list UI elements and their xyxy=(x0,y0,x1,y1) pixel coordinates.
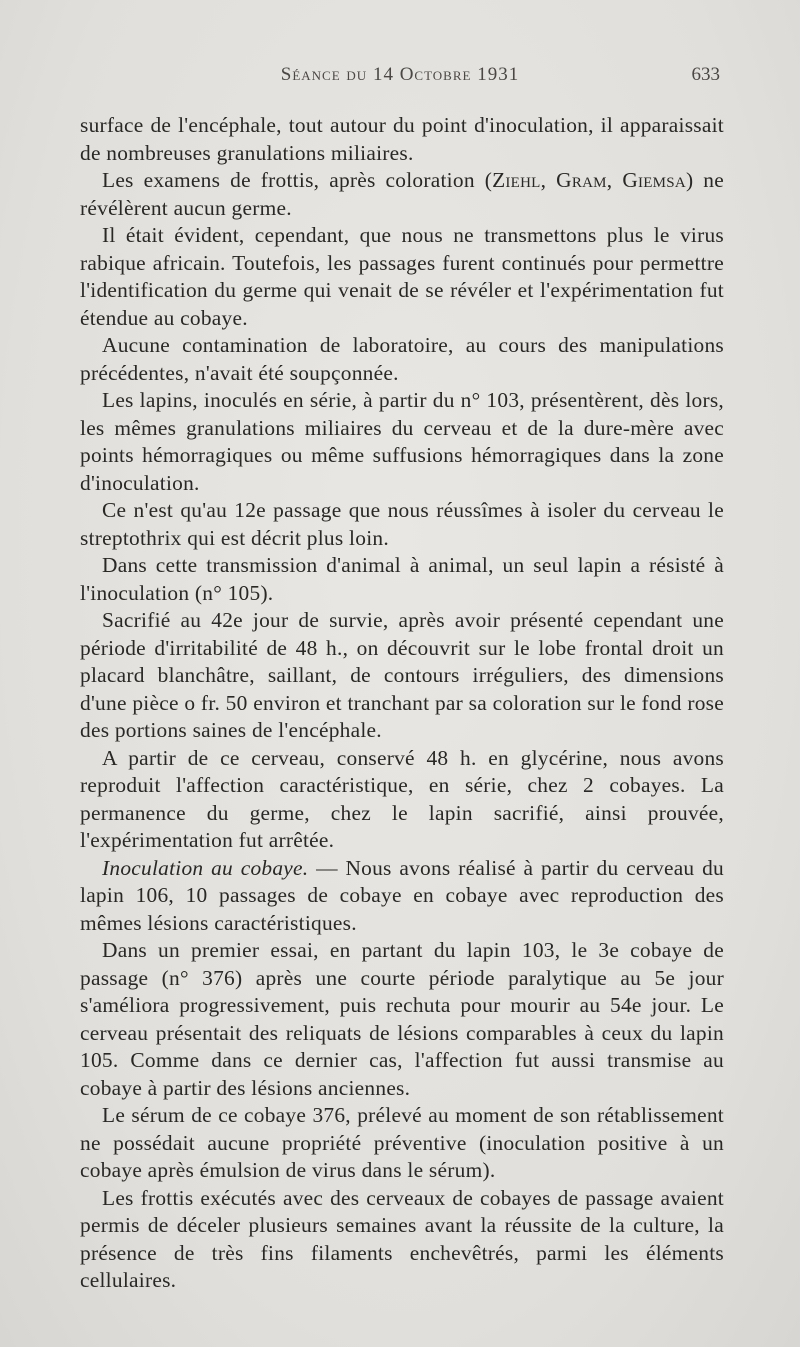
paragraph-10 xyxy=(80,855,724,938)
paragraph-11: Dans un premier essai, en partant du lapin 103, le 3e cobaye de passage (n° 376) après une courte période paralytique au 5e jour s'améliora progressivement, puis rechuta pour mourir au 54e jour. Le cerveau présentait des reliquats de lésions comparables à ceux du lapin 105. Comme dans ce dernier cas, l'affection fut aussi transmise au cobaye à partir des lésions anciennes. xyxy=(80,938,724,1100)
paragraph-8: Sacrifié au 42e jour de survie, après avoir présenté cependant une période d'irritabilité de 48 h., on découvrit sur le lobe frontal droit un placard blanchâtre, saillant, de contours irréguliers, des dimensions d'une pièce o fr. 50 environ et tranchant par sa coloration sur le fond rose des portions saines de l'encéphale. xyxy=(80,608,724,742)
paragraph-6: Ce n'est qu'au 12e passage que nous réussîmes à isoler du cerveau le streptothrix qui est décrit plus loin. xyxy=(80,498,724,550)
paragraph-2-pre: Les examens de frottis, après coloration ( xyxy=(102,168,493,192)
paragraph-2-sep-1: , xyxy=(540,168,557,192)
paragraph-1: surface de l'encéphale, tout autour du point d'inoculation, il apparaissait de nombreuses granulations miliaires. xyxy=(80,113,724,165)
page-header xyxy=(80,64,720,94)
paragraph-10-text: — Nous avons réalisé à partir du cerveau du lapin 106, 10 passages de cobaye en cobaye avec reproduction des mêmes lésions caractéristiques. xyxy=(80,855,724,935)
paragraph-2-sep-2: , xyxy=(606,168,623,192)
paragraph-7: Dans cette transmission d'animal à animal, un seul lapin a résisté à l'inoculation (n° 105). xyxy=(80,553,724,605)
section-heading-inoculation: Inoculation au cobaye. xyxy=(102,855,309,880)
page-number: 633 xyxy=(691,64,720,85)
paragraph-3: Il était évident, cependant, que nous ne transmettons plus le virus rabique africain. Toutefois, les passages furent continués pour permettre l'identification du germe qui venait de se révéler et l'expérimentation fut étendue au cobaye. xyxy=(80,223,724,330)
paragraph-2-post: ) ne révélèrent aucun germe. xyxy=(80,168,724,220)
paragraph-2 xyxy=(80,167,724,222)
paragraph-5: Les lapins, inoculés en série, à partir du n° 103, présentèrent, dès lors, les mêmes granulations miliaires du cerveau et de la dure-mère avec points hémorragiques ou même suffusions hémorragiques dans la zone d'inoculation. xyxy=(80,388,724,495)
paragraph-4: Aucune contamination de laboratoire, au cours des manipulations précédentes, n'avait été soupçonnée. xyxy=(80,333,724,385)
stain-gram: Gram xyxy=(556,168,607,192)
running-head: Séance du 14 Octobre 1931 xyxy=(280,64,520,85)
stain-ziehl: Ziehl xyxy=(492,168,541,192)
paragraph-9: A partir de ce cerveau, conservé 48 h. en glycérine, nous avons reproduit l'affection caractéristique, en série, chez 2 cobayes. La permanence du germe, chez le lapin sacrifié, ainsi prouvée, l'expérimentation fut arrêtée. xyxy=(80,745,724,852)
body-text xyxy=(80,112,724,1295)
stain-giemsa: Giemsa xyxy=(622,168,686,192)
paragraph-13: Les frottis exécutés avec des cerveaux de cobayes de passage avaient permis de déceler plusieurs semaines avant la réussite de la culture, la présence de très fins filaments enchevêtrés, parmi les éléments cellulaires. xyxy=(80,1185,724,1292)
paragraph-12: Le sérum de ce cobaye 376, prélevé au moment de son rétablissement ne possédait aucune propriété préventive (inoculation positive à un cobaye après émulsion de virus dans le sérum). xyxy=(80,1103,724,1182)
